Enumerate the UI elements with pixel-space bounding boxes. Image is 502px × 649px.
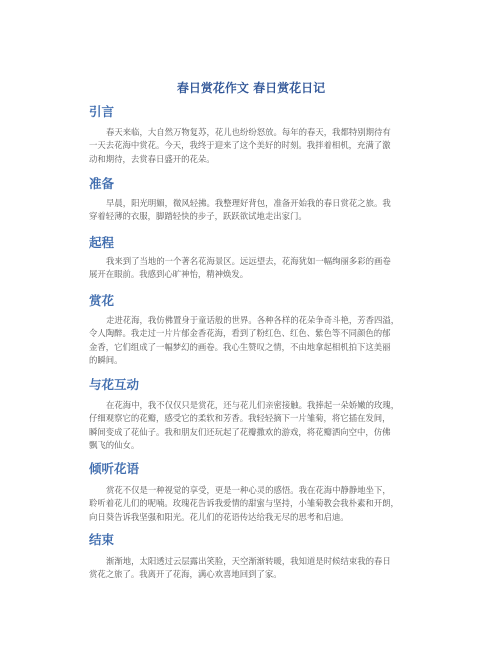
section-heading-interact: 与花互动 — [89, 377, 140, 392]
paragraph-line: 展开在眼前。我感到心旷神怡，精神焕发。 — [89, 269, 249, 280]
paragraph-line: 赏花不仅是一种视觉的享受，更是一种心灵的感悟。我在花海中静静地坐下， — [106, 485, 391, 495]
paragraph-line: 的瞬间。 — [89, 354, 123, 365]
section-paragraph-interact — [89, 399, 419, 452]
paragraph-line: 在花海中，我不仅仅只是赏花，还与花儿们亲密接触。我捧起一朵娇嫩的玫瑰， — [106, 400, 400, 410]
section-paragraph-depart — [89, 255, 419, 282]
section-paragraph-intro — [89, 126, 419, 166]
section-heading-intro: 引言 — [89, 104, 115, 119]
section-paragraph-flowers — [89, 314, 419, 367]
paragraph-line: 春天来临，大自然万物复苏，花儿也纷纷怒放。每年的春天，我都特别期待有 — [106, 127, 391, 137]
paragraph-line: 金香，它们组成了一幅梦幻的画卷。我心生赞叹之情，不由地拿起相机拍下这美丽 — [89, 341, 391, 352]
section-paragraph-prepare — [89, 197, 419, 224]
paragraph-line: 渐渐地，太阳透过云层露出笑脸，天空渐渐转暖，我知道是时候结束我的春日 — [106, 556, 391, 566]
section-heading-depart: 起程 — [89, 235, 115, 250]
paragraph-line: 走进花海，我仿佛置身于童话般的世界。各种各样的花朵争奇斗艳，芳香四溢， — [106, 315, 400, 325]
paragraph-line: 令人陶醉。我走过一片片郁金香花海，看到了粉红色、红色、紫色等不同颜色的郁 — [89, 328, 391, 339]
paragraph-line: 仔细观察它的花瓣，感受它的柔软和芳香。我轻轻摘下一片雏菊，将它插在发间， — [89, 413, 391, 424]
section-heading-flower-language: 倾听花语 — [89, 461, 140, 476]
section-heading-prepare: 准备 — [89, 176, 115, 191]
paragraph-line: 一天去花海中赏花。今天，我终于迎来了这个美好的时刻。我拌着相机，充满了激 — [89, 140, 391, 151]
paragraph-line: 早晨，阳光明媚，微风轻拂。我整理好背包，准备开始我的春日赏花之旅。我 — [106, 198, 391, 208]
document-title: 春日赏花作文 春日赏花日记 — [176, 81, 326, 95]
paragraph-line: 聆听着花儿们的呢喃。玫瑰花告诉我爱情的甜蜜与坚持，小雏菊教会我朴素和开朗， — [89, 498, 399, 509]
paragraph-line: 飘飞的仙女。 — [89, 439, 140, 450]
paragraph-line: 动和期待，去赏春日盛开的花朵。 — [89, 153, 215, 164]
section-paragraph-flower-language — [89, 484, 419, 524]
paragraph-line: 向日葵告诉我坚强和阳光。花儿们的花语传达给我无尽的思考和启迪。 — [89, 511, 349, 522]
paragraph-line: 我来到了当地的一个著名花海景区。远远望去，花海犹如一幅绚丽多彩的画卷 — [106, 256, 391, 266]
paragraph-line: 穿着轻薄的衣服，脚踏轻快的步子，跃跃欲试地走出家门。 — [89, 211, 307, 222]
section-heading-flowers: 赏花 — [89, 293, 115, 308]
section-heading-ending: 结束 — [89, 532, 115, 547]
section-paragraph-ending — [89, 555, 419, 582]
paragraph-line: 瞬间变成了花仙子。我和朋友们还玩起了花瓣撒欢的游戏，将花瓣洒向空中，仿佛 — [89, 426, 391, 437]
paragraph-line: 赏花之旅了。我离开了花海，满心欢喜地回到了家。 — [89, 569, 282, 580]
